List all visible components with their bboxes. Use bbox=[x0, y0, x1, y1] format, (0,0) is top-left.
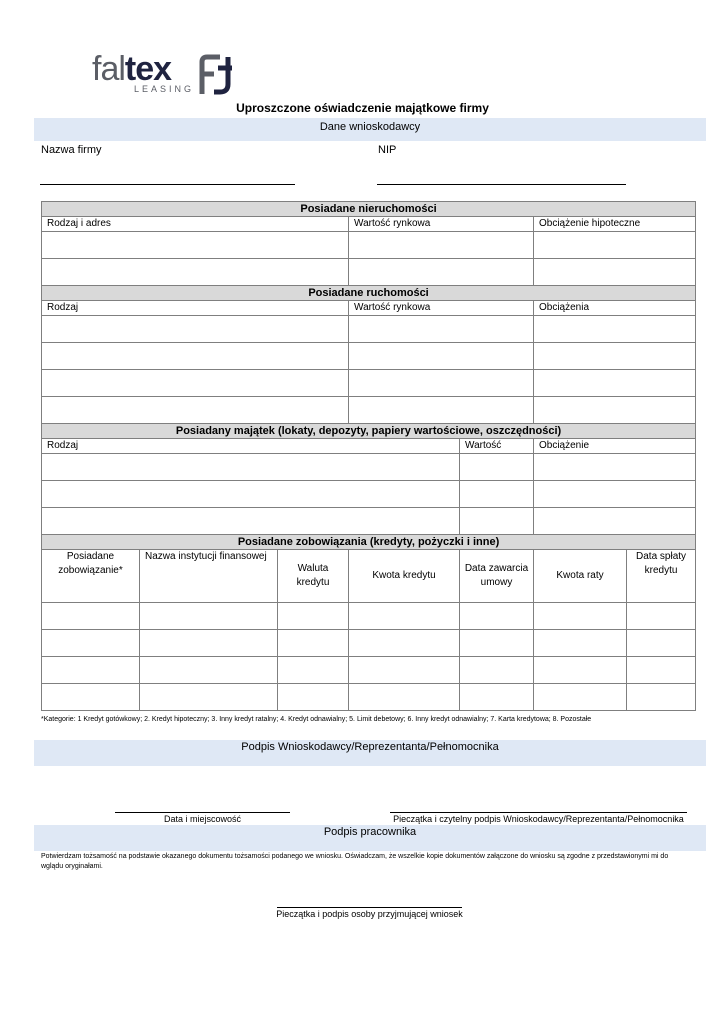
table-cell[interactable] bbox=[42, 397, 349, 424]
table-cell[interactable] bbox=[349, 343, 534, 370]
company-logo bbox=[92, 52, 237, 98]
table-cell[interactable] bbox=[627, 603, 696, 630]
table-cell[interactable] bbox=[349, 316, 534, 343]
table-cell[interactable] bbox=[42, 603, 140, 630]
date-place-label: Data i miejscowość bbox=[163, 814, 242, 824]
table-cell[interactable] bbox=[460, 603, 534, 630]
liabilities-header-installment: Kwota raty bbox=[534, 550, 627, 603]
table-cell[interactable] bbox=[140, 657, 278, 684]
real-estate-section-title: Posiadane nieruchomości bbox=[42, 202, 696, 217]
table-cell[interactable] bbox=[42, 657, 140, 684]
table-cell[interactable] bbox=[42, 316, 349, 343]
table-cell[interactable] bbox=[42, 684, 140, 711]
liabilities-header-institution: Nazwa instytucji finansowej bbox=[140, 550, 278, 603]
applicant-signature-label: Pieczątka i czytelny podpis Wnioskodawcy/Reprezentanta/Pełnomocnika bbox=[393, 814, 684, 824]
table-cell[interactable] bbox=[534, 630, 627, 657]
logo-mark-icon bbox=[198, 54, 236, 96]
date-place-field[interactable] bbox=[115, 812, 290, 813]
table-cell[interactable] bbox=[349, 259, 534, 286]
applicant-signature-field[interactable] bbox=[390, 812, 687, 813]
table-cell[interactable] bbox=[460, 508, 534, 535]
table-cell[interactable] bbox=[349, 603, 460, 630]
table-cell[interactable] bbox=[627, 657, 696, 684]
table-cell[interactable] bbox=[534, 232, 696, 259]
table-cell[interactable] bbox=[534, 259, 696, 286]
table-cell[interactable] bbox=[534, 603, 627, 630]
nip-label: NIP bbox=[378, 144, 397, 156]
table-cell[interactable] bbox=[534, 508, 696, 535]
nip-field[interactable] bbox=[377, 184, 626, 185]
table-cell[interactable] bbox=[349, 630, 460, 657]
table-cell[interactable] bbox=[349, 397, 534, 424]
table-cell[interactable] bbox=[349, 657, 460, 684]
table-cell[interactable] bbox=[140, 630, 278, 657]
liabilities-header-type: Posiadane zobowiązanie* bbox=[42, 550, 140, 603]
assets-header-encumbrance: Obciążenie bbox=[534, 439, 696, 454]
categories-footnote: *Kategorie: 1 Kredyt gotówkowy; 2. Kredyt hipoteczny; 3. Inny kredyt ratalny; 4. Kredyt odnawialny; 5. Limit debetowy; 6. Inny kredyt odnawialny; 7. Karta kredytowa; 8. Pozostałe bbox=[41, 716, 592, 723]
assets-liabilities-table bbox=[41, 201, 696, 711]
liabilities-header-repayment-date: Data spłaty kredytu bbox=[627, 550, 696, 603]
table-cell[interactable] bbox=[460, 454, 534, 481]
movables-header-value: Wartość rynkowa bbox=[349, 301, 534, 316]
table-cell[interactable] bbox=[42, 259, 349, 286]
table-cell[interactable] bbox=[534, 684, 627, 711]
table-cell[interactable] bbox=[42, 508, 460, 535]
employee-signature-field[interactable] bbox=[277, 907, 462, 908]
table-cell[interactable] bbox=[278, 684, 349, 711]
table-cell[interactable] bbox=[278, 630, 349, 657]
real-estate-header-value: Wartość rynkowa bbox=[349, 217, 534, 232]
applicant-data-band: Dane wnioskodawcy bbox=[34, 118, 706, 141]
table-cell[interactable] bbox=[140, 603, 278, 630]
assets-header-type: Rodzaj bbox=[42, 439, 460, 454]
liabilities-header-currency: Waluta kredytu bbox=[278, 550, 349, 603]
table-cell[interactable] bbox=[278, 603, 349, 630]
table-cell[interactable] bbox=[534, 316, 696, 343]
table-cell[interactable] bbox=[42, 481, 460, 508]
table-cell[interactable] bbox=[534, 343, 696, 370]
table-cell[interactable] bbox=[42, 370, 349, 397]
table-cell[interactable] bbox=[42, 454, 460, 481]
assets-section-title: Posiadany majątek (lokaty, depozyty, papiery wartościowe, oszczędności) bbox=[42, 424, 696, 439]
document-title: Uproszczone oświadczenie majątkowe firmy bbox=[236, 101, 489, 115]
movables-header-type: Rodzaj bbox=[42, 301, 349, 316]
table-cell[interactable] bbox=[534, 657, 627, 684]
table-cell[interactable] bbox=[460, 684, 534, 711]
company-name-field[interactable] bbox=[40, 184, 295, 185]
table-cell[interactable] bbox=[534, 454, 696, 481]
liabilities-section-title: Posiadane zobowiązania (kredyty, pożyczki i inne) bbox=[42, 535, 696, 550]
table-cell[interactable] bbox=[627, 684, 696, 711]
table-cell[interactable] bbox=[278, 657, 349, 684]
employee-signature-band: Podpis pracownika bbox=[34, 825, 706, 851]
table-cell[interactable] bbox=[42, 343, 349, 370]
table-cell[interactable] bbox=[349, 232, 534, 259]
table-cell[interactable] bbox=[460, 657, 534, 684]
applicant-signature-band: Podpis Wnioskodawcy/Reprezentanta/Pełnomocnika bbox=[34, 740, 706, 766]
table-cell[interactable] bbox=[534, 397, 696, 424]
logo-wordmark: faltex bbox=[92, 50, 172, 88]
liabilities-header-date: Data zawarcia umowy bbox=[460, 550, 534, 603]
table-cell[interactable] bbox=[460, 630, 534, 657]
real-estate-header-mortgage: Obciążenie hipoteczne bbox=[534, 217, 696, 232]
table-cell[interactable] bbox=[460, 481, 534, 508]
logo-subtitle: LEASING bbox=[134, 84, 195, 94]
liabilities-header-amount: Kwota kredytu bbox=[349, 550, 460, 603]
table-cell[interactable] bbox=[534, 481, 696, 508]
movables-header-encumbrance: Obciążenia bbox=[534, 301, 696, 316]
table-cell[interactable] bbox=[349, 370, 534, 397]
table-cell[interactable] bbox=[627, 630, 696, 657]
identity-confirmation-statement: Potwierdzam tożsamość na podstawie okazanego dokumentu tożsamości podanego we wniosku. Oświadczam, że wszelkie kopie dokumentów załączone do wniosku są zgodne z przedstawionymi mi do wglądu oryginałami. bbox=[41, 853, 669, 870]
table-cell[interactable] bbox=[42, 232, 349, 259]
real-estate-header-type: Rodzaj i adres bbox=[42, 217, 349, 232]
table-cell[interactable] bbox=[42, 630, 140, 657]
employee-signature-label: Pieczątka i podpis osoby przyjmującej wniosek bbox=[276, 909, 463, 919]
movables-section-title: Posiadane ruchomości bbox=[42, 286, 696, 301]
table-cell[interactable] bbox=[349, 684, 460, 711]
company-name-label: Nazwa firmy bbox=[41, 144, 102, 156]
table-cell[interactable] bbox=[534, 370, 696, 397]
table-cell[interactable] bbox=[140, 684, 278, 711]
assets-header-value: Wartość bbox=[460, 439, 534, 454]
